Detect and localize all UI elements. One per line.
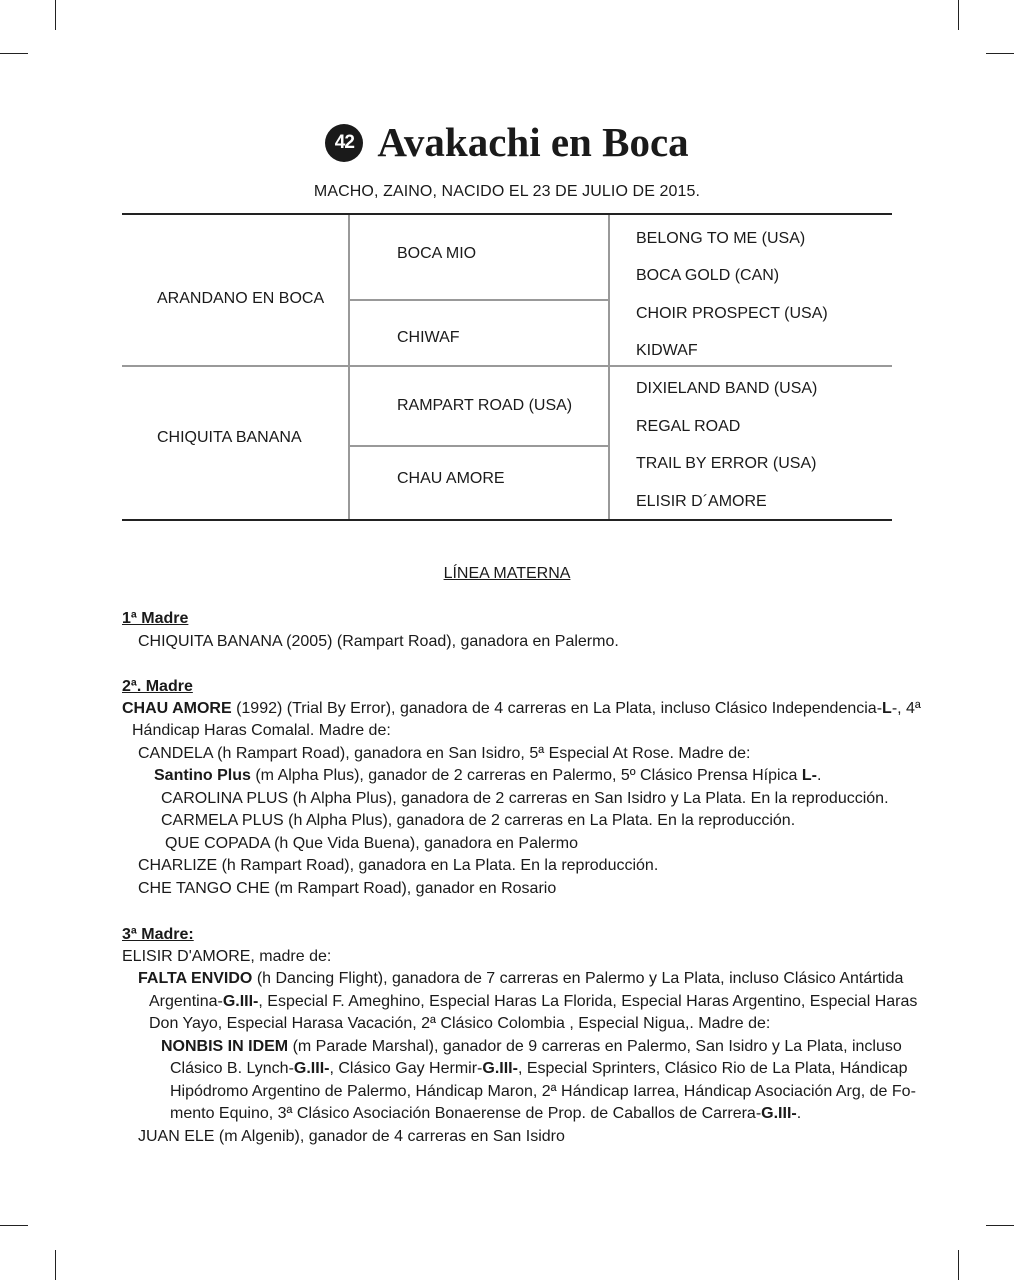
produce-text: .: [796, 1105, 802, 1122]
produce-line: QUE COPADA (h Que Vida Buena), ganadora en Palermo: [165, 835, 578, 852]
crop-mark: [986, 1225, 1014, 1226]
section-title: LÍNEA MATERNA: [443, 565, 571, 582]
produce-text: (m Parade Marshal), ganador de 9 carreras en Palermo, San Isidro y La Plata, incluso: [288, 1038, 902, 1055]
crop-mark: [986, 53, 1014, 54]
produce-line: Hipódromo Argentino de Palermo, Hándicap Maron, 2ª Hándicap Iarrea, Hándicap Asociación Arg, de Fo-: [170, 1083, 916, 1100]
horse-name: Avakachi en Boca: [377, 119, 689, 165]
pedigree-ggsire: DIXIELAND BAND (USA): [636, 380, 818, 397]
pedigree-ggdam: REGAL ROAD: [636, 418, 741, 435]
grade: L: [882, 700, 892, 717]
produce-line: JUAN ELE (m Algenib), ganador de 4 carreras en San Isidro: [138, 1128, 565, 1145]
produce-line: CARMELA PLUS (h Alpha Plus), ganadora de 2 carreras en La Plata. En la reproducción.: [161, 812, 796, 829]
pedigree-ggsire: CHOIR PROSPECT (USA): [636, 305, 828, 322]
pedigree-sire-dam: CHIWAF: [397, 329, 460, 346]
produce-line: [149, 993, 917, 1011]
produce-line: [154, 767, 821, 785]
pedigree-ggdam: ELISIR D´AMORE: [636, 493, 767, 510]
horse-description: MACHO, ZAINO, NACIDO EL 23 DE JULIO DE 2015.: [313, 183, 701, 200]
dam-name: CHAU AMORE: [122, 700, 232, 717]
pedigree-dam-sire: RAMPART ROAD (USA): [397, 397, 573, 414]
crop-mark: [0, 53, 28, 54]
pedigree-ggsire: BELONG TO ME (USA): [636, 230, 806, 247]
produce-name: NONBIS IN IDEM: [161, 1038, 289, 1055]
crop-mark: [55, 1250, 56, 1280]
produce-name: Santino Plus: [154, 767, 251, 784]
grade: L-: [801, 767, 818, 784]
pedigree-ggdam: KIDWAF: [636, 342, 698, 359]
title-row: [0, 112, 1014, 172]
grade: G.III-: [293, 1060, 330, 1077]
produce-text: .: [817, 767, 822, 784]
grade: G.III-: [761, 1105, 797, 1122]
crop-mark: [55, 0, 56, 30]
produce-line: [170, 1105, 801, 1123]
first-dam-heading: 1ª Madre: [122, 610, 189, 627]
pedigree-sire: ARANDANO EN BOCA: [157, 290, 325, 307]
dam-text: (1992) (Trial By Error), ganadora de 4 carreras en La Plata, incluso Clásico Independencia-: [231, 700, 883, 717]
third-dam-heading: 3ª Madre:: [122, 926, 194, 943]
produce-line: [170, 1060, 907, 1078]
pedigree-ggsire: TRAIL BY ERROR (USA): [636, 455, 817, 472]
produce-line: CANDELA (h Rampart Road), ganadora en San Isidro, 5ª Especial At Rose. Madre de:: [138, 745, 751, 762]
produce-text: , Clásico Gay Hermir-: [329, 1060, 483, 1077]
pedigree-sire-sire: BOCA MIO: [397, 245, 477, 262]
crop-mark: [958, 0, 959, 30]
pedigree-dam-dam: CHAU AMORE: [397, 470, 505, 487]
second-dam-line: [122, 700, 921, 718]
grade: G.III-: [482, 1060, 518, 1077]
crop-mark: [0, 1225, 28, 1226]
produce-line: CHARLIZE (h Rampart Road), ganadora en La Plata. En la reproducción.: [138, 857, 659, 874]
grade: G.III-: [222, 993, 259, 1010]
pedigree-divider: [348, 215, 350, 519]
pedigree-ggdam: BOCA GOLD (CAN): [636, 267, 780, 284]
pedigree-divider: [349, 299, 609, 301]
produce-name: FALTA ENVIDO: [138, 970, 253, 987]
produce-text: (h Dancing Flight), ganadora de 7 carreras en Palermo y La Plata, incluso Clásico Antártida: [252, 970, 904, 987]
second-dam-line-2: Hándicap Haras Comalal. Madre de:: [132, 722, 391, 739]
produce-text: Argentina-: [149, 993, 223, 1010]
produce-text: Clásico B. Lynch-: [170, 1060, 294, 1077]
pedigree-divider: [608, 215, 610, 519]
produce-line: CAROLINA PLUS (h Alpha Plus), ganadora de 2 carreras en San Isidro y La Plata. En la reproducción.: [161, 790, 889, 807]
third-dam-text: ELISIR D'AMORE, madre de:: [122, 948, 332, 965]
produce-text: (m Alpha Plus), ganador de 2 carreras en Palermo, 5º Clásico Prensa Hípica: [250, 767, 802, 784]
produce-line: [138, 970, 903, 988]
crop-mark: [958, 1250, 959, 1280]
pedigree-table: [122, 213, 892, 521]
lot-number-badge: 42: [325, 124, 363, 162]
produce-line: [161, 1038, 902, 1056]
produce-line: Don Yayo, Especial Harasa Vacación, 2ª Clásico Colombia , Especial Nigua,. Madre de:: [149, 1015, 771, 1032]
produce-text: mento Equino, 3ª Clásico Asociación Bonaerense de Prop. de Caballos de Carrera-: [170, 1105, 762, 1122]
first-dam-text: CHIQUITA BANANA (2005) (Rampart Road), ganadora en Palermo.: [138, 633, 619, 650]
pedigree-divider: [349, 445, 609, 447]
produce-line: CHE TANGO CHE (m Rampart Road), ganador en Rosario: [138, 880, 557, 897]
second-dam-heading: 2ª. Madre: [122, 678, 193, 695]
produce-text: , Especial Sprinters, Clásico Rio de La Plata, Hándicap: [517, 1060, 908, 1077]
pedigree-dam: CHIQUITA BANANA: [157, 429, 302, 446]
produce-text: , Especial F. Ameghino, Especial Haras La Florida, Especial Haras Argentino, Especial Haras: [258, 993, 918, 1010]
dam-text: -, 4ª: [891, 700, 921, 717]
